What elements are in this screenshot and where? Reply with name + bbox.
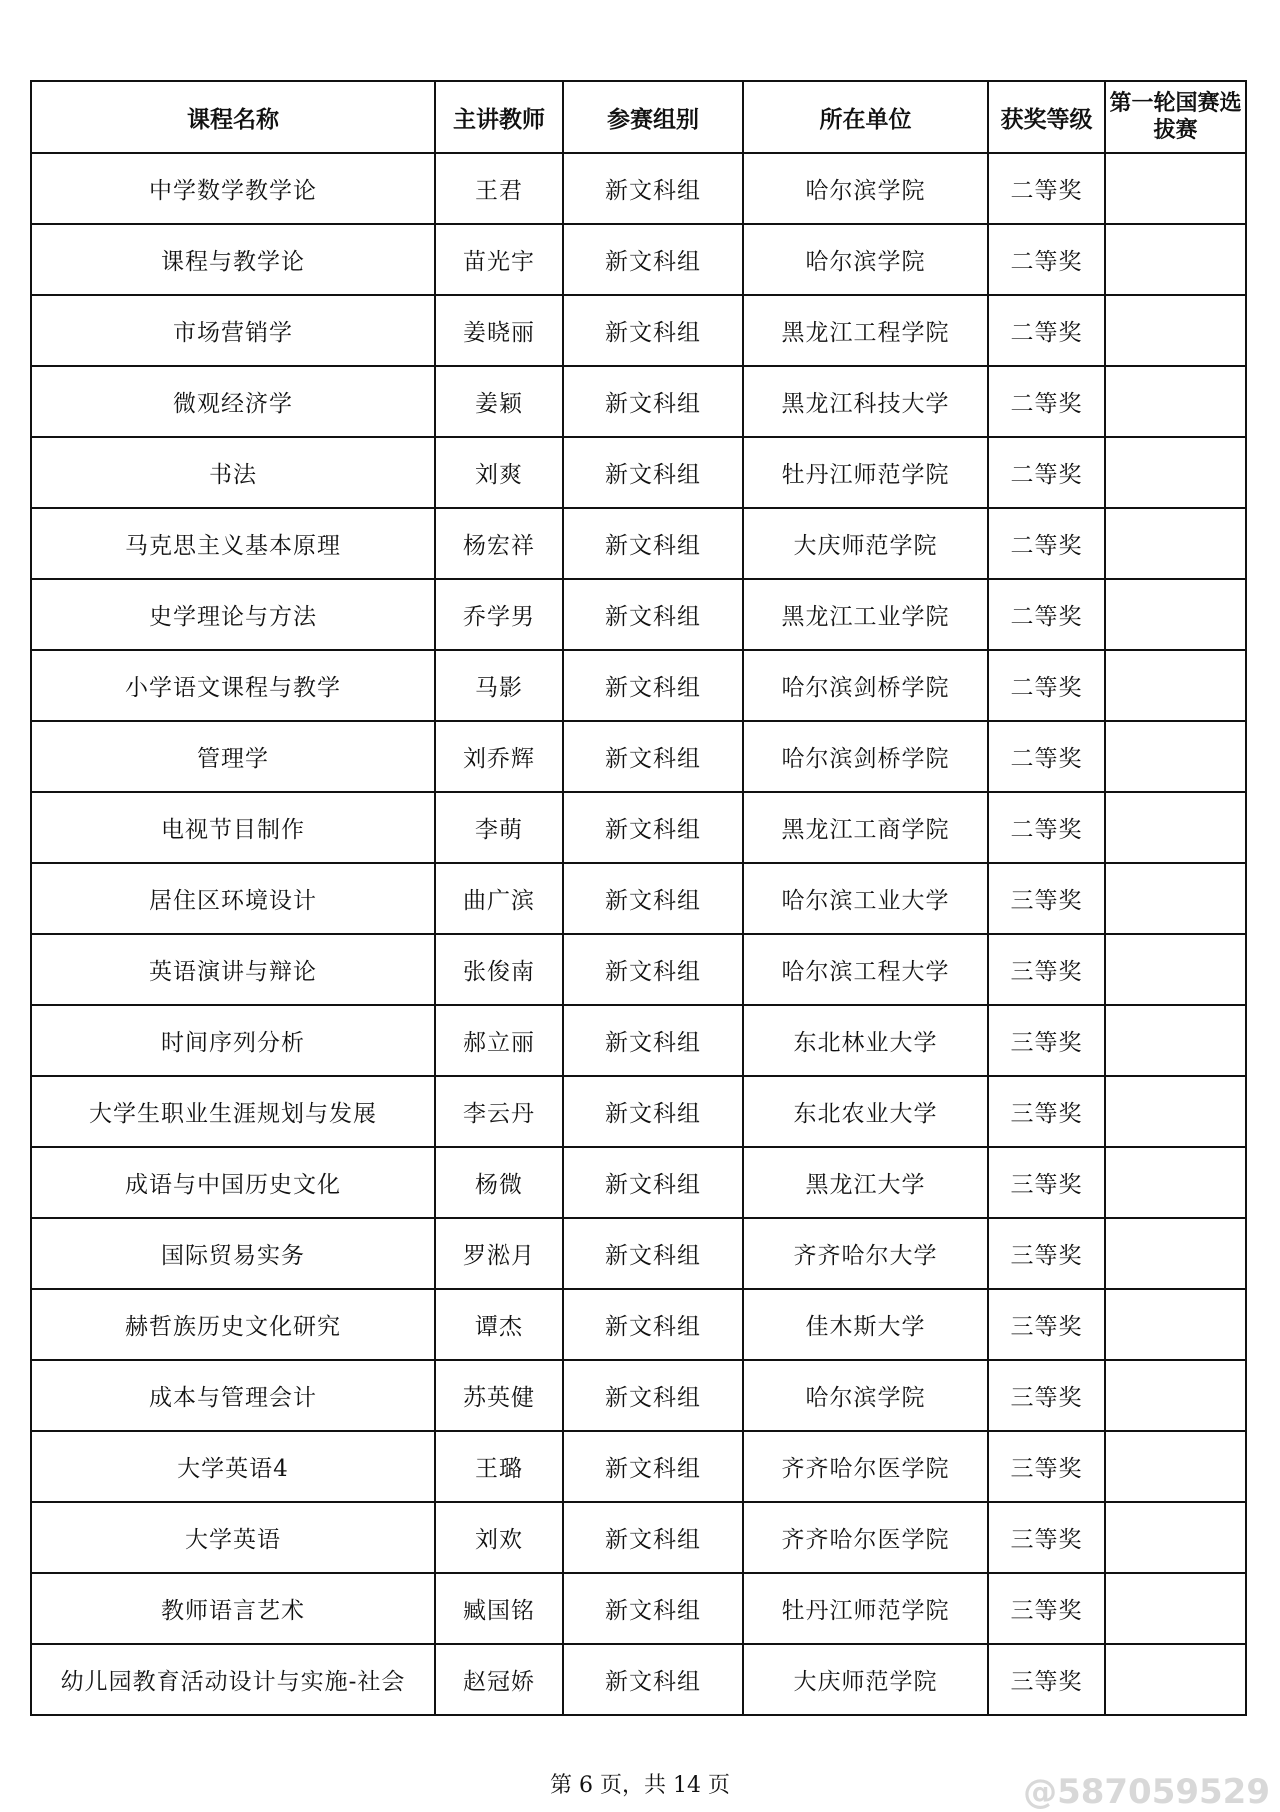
cell-lecturer: 李云丹: [435, 1076, 563, 1147]
table-row: [31, 1431, 1246, 1502]
cell-institution: 东北农业大学: [743, 1076, 988, 1147]
header-national-selection: 第一轮国赛选拔赛: [1105, 81, 1246, 153]
header-course-name: 课程名称: [31, 81, 435, 153]
cell-course-name: 马克思主义基本原理: [31, 508, 435, 579]
cell-group: 新文科组: [563, 934, 743, 1005]
cell-group: 新文科组: [563, 437, 743, 508]
cell-national-selection: [1105, 1573, 1246, 1644]
cell-award-level: 三等奖: [988, 1147, 1105, 1218]
cell-institution: 哈尔滨学院: [743, 1360, 988, 1431]
cell-award-level: 三等奖: [988, 934, 1105, 1005]
cell-institution: 哈尔滨剑桥学院: [743, 650, 988, 721]
cell-lecturer: 杨微: [435, 1147, 563, 1218]
cell-group: 新文科组: [563, 1147, 743, 1218]
cell-award-level: 三等奖: [988, 1218, 1105, 1289]
header-lecturer: 主讲教师: [435, 81, 563, 153]
cell-national-selection: [1105, 934, 1246, 1005]
table-row: [31, 1644, 1246, 1715]
cell-group: 新文科组: [563, 1289, 743, 1360]
cell-course-name: 大学英语: [31, 1502, 435, 1573]
table-row: [31, 1218, 1246, 1289]
cell-course-name: 大学英语4: [31, 1431, 435, 1502]
cell-course-name: 时间序列分析: [31, 1005, 435, 1076]
cell-lecturer: 苗光宇: [435, 224, 563, 295]
cell-national-selection: [1105, 508, 1246, 579]
cell-award-level: 二等奖: [988, 366, 1105, 437]
cell-national-selection: [1105, 579, 1246, 650]
cell-national-selection: [1105, 1360, 1246, 1431]
table-row: [31, 1076, 1246, 1147]
cell-lecturer: 郝立丽: [435, 1005, 563, 1076]
cell-institution: 黑龙江大学: [743, 1147, 988, 1218]
cell-award-level: 三等奖: [988, 1644, 1105, 1715]
watermark: @587059529: [1023, 1772, 1270, 1812]
cell-group: 新文科组: [563, 1360, 743, 1431]
cell-group: 新文科组: [563, 224, 743, 295]
table-row: [31, 934, 1246, 1005]
cell-lecturer: 曲广滨: [435, 863, 563, 934]
cell-national-selection: [1105, 1289, 1246, 1360]
cell-lecturer: 臧国铭: [435, 1573, 563, 1644]
cell-national-selection: [1105, 153, 1246, 224]
cell-course-name: 课程与教学论: [31, 224, 435, 295]
cell-national-selection: [1105, 295, 1246, 366]
cell-course-name: 书法: [31, 437, 435, 508]
cell-national-selection: [1105, 1076, 1246, 1147]
cell-group: 新文科组: [563, 366, 743, 437]
cell-lecturer: 杨宏祥: [435, 508, 563, 579]
cell-course-name: 管理学: [31, 721, 435, 792]
cell-award-level: 二等奖: [988, 650, 1105, 721]
table-row: [31, 224, 1246, 295]
cell-institution: 哈尔滨工业大学: [743, 863, 988, 934]
cell-institution: 黑龙江工程学院: [743, 295, 988, 366]
table-row: [31, 1573, 1246, 1644]
cell-course-name: 居住区环境设计: [31, 863, 435, 934]
cell-institution: 牡丹江师范学院: [743, 1573, 988, 1644]
table-row: [31, 153, 1246, 224]
cell-lecturer: 刘乔辉: [435, 721, 563, 792]
table-row: [31, 792, 1246, 863]
cell-national-selection: [1105, 1431, 1246, 1502]
cell-award-level: 二等奖: [988, 721, 1105, 792]
cell-course-name: 大学生职业生涯规划与发展: [31, 1076, 435, 1147]
table-row: [31, 366, 1246, 437]
table-row: [31, 863, 1246, 934]
cell-award-level: 三等奖: [988, 863, 1105, 934]
table-row: [31, 650, 1246, 721]
cell-course-name: 赫哲族历史文化研究: [31, 1289, 435, 1360]
cell-lecturer: 苏英健: [435, 1360, 563, 1431]
cell-lecturer: 马影: [435, 650, 563, 721]
cell-course-name: 微观经济学: [31, 366, 435, 437]
cell-award-level: 二等奖: [988, 437, 1105, 508]
cell-institution: 哈尔滨工程大学: [743, 934, 988, 1005]
cell-course-name: 教师语言艺术: [31, 1573, 435, 1644]
cell-group: 新文科组: [563, 792, 743, 863]
table-row: [31, 721, 1246, 792]
table-row: [31, 508, 1246, 579]
cell-course-name: 史学理论与方法: [31, 579, 435, 650]
table-row: [31, 1005, 1246, 1076]
table-row: [31, 295, 1246, 366]
cell-lecturer: 赵冠娇: [435, 1644, 563, 1715]
cell-award-level: 二等奖: [988, 295, 1105, 366]
cell-course-name: 成语与中国历史文化: [31, 1147, 435, 1218]
cell-group: 新文科组: [563, 650, 743, 721]
cell-award-level: 三等奖: [988, 1431, 1105, 1502]
cell-group: 新文科组: [563, 1431, 743, 1502]
cell-award-level: 三等奖: [988, 1076, 1105, 1147]
cell-national-selection: [1105, 792, 1246, 863]
cell-award-level: 三等奖: [988, 1005, 1105, 1076]
cell-course-name: 英语演讲与辩论: [31, 934, 435, 1005]
cell-national-selection: [1105, 224, 1246, 295]
cell-institution: 齐齐哈尔大学: [743, 1218, 988, 1289]
table-row: [31, 1147, 1246, 1218]
cell-institution: 齐齐哈尔医学院: [743, 1502, 988, 1573]
cell-institution: 齐齐哈尔医学院: [743, 1431, 988, 1502]
cell-award-level: 二等奖: [988, 508, 1105, 579]
cell-group: 新文科组: [563, 721, 743, 792]
cell-national-selection: [1105, 721, 1246, 792]
table-row: [31, 1360, 1246, 1431]
cell-course-name: 电视节目制作: [31, 792, 435, 863]
cell-lecturer: 张俊南: [435, 934, 563, 1005]
cell-institution: 大庆师范学院: [743, 1644, 988, 1715]
cell-institution: 黑龙江工商学院: [743, 792, 988, 863]
header-institution: 所在单位: [743, 81, 988, 153]
cell-national-selection: [1105, 1218, 1246, 1289]
cell-lecturer: 刘爽: [435, 437, 563, 508]
cell-lecturer: 谭杰: [435, 1289, 563, 1360]
cell-national-selection: [1105, 366, 1246, 437]
cell-award-level: 三等奖: [988, 1502, 1105, 1573]
cell-group: 新文科组: [563, 153, 743, 224]
cell-institution: 哈尔滨学院: [743, 153, 988, 224]
cell-national-selection: [1105, 863, 1246, 934]
cell-national-selection: [1105, 1502, 1246, 1573]
table-row: [31, 1289, 1246, 1360]
cell-institution: 黑龙江工业学院: [743, 579, 988, 650]
cell-award-level: 二等奖: [988, 153, 1105, 224]
cell-group: 新文科组: [563, 863, 743, 934]
cell-course-name: 成本与管理会计: [31, 1360, 435, 1431]
cell-group: 新文科组: [563, 1573, 743, 1644]
cell-course-name: 市场营销学: [31, 295, 435, 366]
cell-national-selection: [1105, 650, 1246, 721]
cell-national-selection: [1105, 1005, 1246, 1076]
cell-lecturer: 乔学男: [435, 579, 563, 650]
table-row: [31, 437, 1246, 508]
cell-lecturer: 王璐: [435, 1431, 563, 1502]
cell-lecturer: 罗淞月: [435, 1218, 563, 1289]
cell-group: 新文科组: [563, 508, 743, 579]
cell-institution: 大庆师范学院: [743, 508, 988, 579]
page-number: 第 6 页，共 14 页: [550, 1773, 730, 1798]
cell-institution: 哈尔滨学院: [743, 224, 988, 295]
table-header-row: [31, 81, 1246, 153]
cell-group: 新文科组: [563, 1076, 743, 1147]
cell-lecturer: 姜颖: [435, 366, 563, 437]
cell-national-selection: [1105, 1147, 1246, 1218]
cell-course-name: 国际贸易实务: [31, 1218, 435, 1289]
cell-lecturer: 王君: [435, 153, 563, 224]
cell-award-level: 三等奖: [988, 1360, 1105, 1431]
cell-award-level: 二等奖: [988, 224, 1105, 295]
cell-award-level: 三等奖: [988, 1573, 1105, 1644]
cell-institution: 黑龙江科技大学: [743, 366, 988, 437]
table-row: [31, 1502, 1246, 1573]
cell-national-selection: [1105, 1644, 1246, 1715]
cell-course-name: 中学数学教学论: [31, 153, 435, 224]
cell-award-level: 二等奖: [988, 579, 1105, 650]
cell-group: 新文科组: [563, 579, 743, 650]
cell-group: 新文科组: [563, 1644, 743, 1715]
cell-group: 新文科组: [563, 1005, 743, 1076]
cell-award-level: 二等奖: [988, 792, 1105, 863]
cell-course-name: 小学语文课程与教学: [31, 650, 435, 721]
cell-course-name: 幼儿园教育活动设计与实施-社会: [31, 1644, 435, 1715]
cell-institution: 佳木斯大学: [743, 1289, 988, 1360]
header-award-level: 获奖等级: [988, 81, 1105, 153]
cell-lecturer: 姜晓丽: [435, 295, 563, 366]
cell-national-selection: [1105, 437, 1246, 508]
cell-group: 新文科组: [563, 295, 743, 366]
cell-group: 新文科组: [563, 1218, 743, 1289]
cell-lecturer: 李萌: [435, 792, 563, 863]
cell-group: 新文科组: [563, 1502, 743, 1573]
cell-institution: 牡丹江师范学院: [743, 437, 988, 508]
table-row: [31, 579, 1246, 650]
awards-table: [30, 80, 1247, 1716]
header-group: 参赛组别: [563, 81, 743, 153]
cell-lecturer: 刘欢: [435, 1502, 563, 1573]
cell-institution: 哈尔滨剑桥学院: [743, 721, 988, 792]
cell-award-level: 三等奖: [988, 1289, 1105, 1360]
cell-institution: 东北林业大学: [743, 1005, 988, 1076]
